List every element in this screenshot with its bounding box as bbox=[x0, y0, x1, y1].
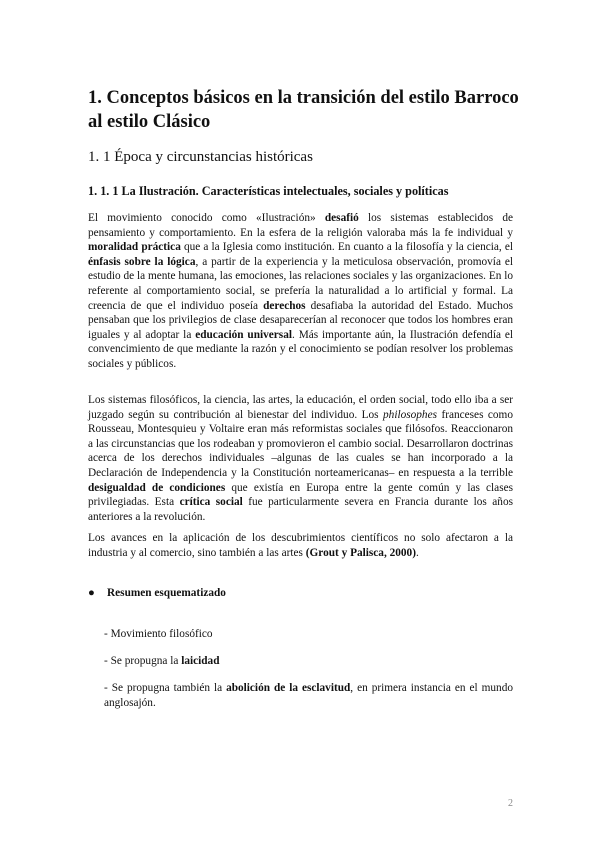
summary-item bbox=[104, 627, 513, 642]
text-run: . Más importante aún, la Ilustración defendía el convencimiento de que mediante la razón y el conocimiento se podían resolver los problemas sociales y públicos. bbox=[88, 328, 513, 370]
text-run: desafiaba la autoridad del Estado. Muchos pensaban que los privilegios de clase desaparecerían al reconocer que todos los hombres eran iguales y al adoptar la bbox=[88, 299, 514, 341]
text-run: franceses como Rousseau, Montesquieu y Voltaire eran más reformistas sociales que filósofos. Reaccionaron a las circunstancias que los rodeaban y promovieron el cambio social. Desarrollaron doctrinas acerca de los derechos individuales –algunas de las cuales se han incorporado a la Declaración de Independencia y la Constitución norteamericanas– en respuesta a la terrible bbox=[88, 408, 513, 479]
bullet-icon: ● bbox=[88, 587, 95, 599]
bold-term: moralidad práctica bbox=[88, 241, 181, 254]
text-run: los sistemas establecidos de pensamiento y comportamiento. En la esfera de la religión valoraba más la fe individual y bbox=[88, 212, 514, 239]
paragraph-philosophes bbox=[88, 393, 513, 524]
page-number: 2 bbox=[508, 798, 513, 809]
text-run: que existía en Europa entre la gente común y las clases privilegiadas. Esta bbox=[88, 481, 513, 509]
bold-term: crítica social bbox=[179, 496, 243, 509]
text-run: El movimiento conocido como «Ilustración» bbox=[88, 212, 325, 224]
bold-term: desafió bbox=[324, 212, 359, 224]
chapter-title: 1. Conceptos básicos en la transición del estilo Barroco al estilo Clásico bbox=[88, 88, 519, 132]
paragraph-avances bbox=[88, 531, 513, 560]
text-run: Los avances en la aplicación de los descubrimientos científicos no solo afectaron a la industria y al comercio, sino también a las artes bbox=[88, 532, 513, 559]
text-run: . bbox=[415, 546, 419, 559]
summary-heading: Resumen esquematizado bbox=[107, 587, 226, 599]
text-run: , a partir de la experiencia y la meticulosa observación, promovía el estudio de la mente humana, las emociones, las relaciones sociales y las organizaciones. En lo referente al comportamiento social, se prefería la naturalidad a lo artificial y formal. La creencia de que el individuo poseía bbox=[88, 255, 513, 312]
bold-term: derechos bbox=[263, 299, 306, 312]
bold-term: desigualdad de condiciones bbox=[88, 481, 226, 494]
subsection-title: 1. 1. 1 La Ilustración. Características intelectuales, sociales y políticas bbox=[88, 184, 449, 198]
citation: (Grout y Palisca, 2000) bbox=[305, 546, 416, 559]
text-run: , en primera instancia en el mundo anglosajón. bbox=[104, 682, 514, 709]
text-run: - Se propugna también la bbox=[104, 682, 227, 694]
italic-term: philosophes bbox=[383, 408, 437, 421]
text-run: fue particularmente severa en Francia durante los años anteriores a la revolución. bbox=[88, 496, 513, 523]
text-run: que a la Iglesia como institución. En cuanto a la filosofía y la ciencia, el bbox=[180, 241, 514, 254]
bold-term: énfasis sobre la lógica bbox=[88, 255, 196, 268]
text-run: - Se propugna la bbox=[104, 655, 182, 667]
bold-term: laicidad bbox=[181, 655, 220, 667]
summary-heading-row bbox=[88, 586, 226, 601]
section-title: 1. 1 Época y circunstancias históricas bbox=[88, 149, 313, 165]
text-run: Los sistemas filosóficos, la ciencia, las artes, la educación, el orden social, todo ello iba a ser juzgado según su contribución al bienestar del individuo. Los bbox=[88, 394, 513, 421]
bold-term: abolición de la esclavitud bbox=[226, 682, 351, 694]
summary-item bbox=[104, 654, 513, 669]
bold-term: educación universal bbox=[195, 328, 292, 341]
summary-item bbox=[104, 681, 513, 710]
text-run: - Movimiento filosófico bbox=[104, 628, 213, 640]
paragraph-ilustracion bbox=[88, 211, 513, 372]
